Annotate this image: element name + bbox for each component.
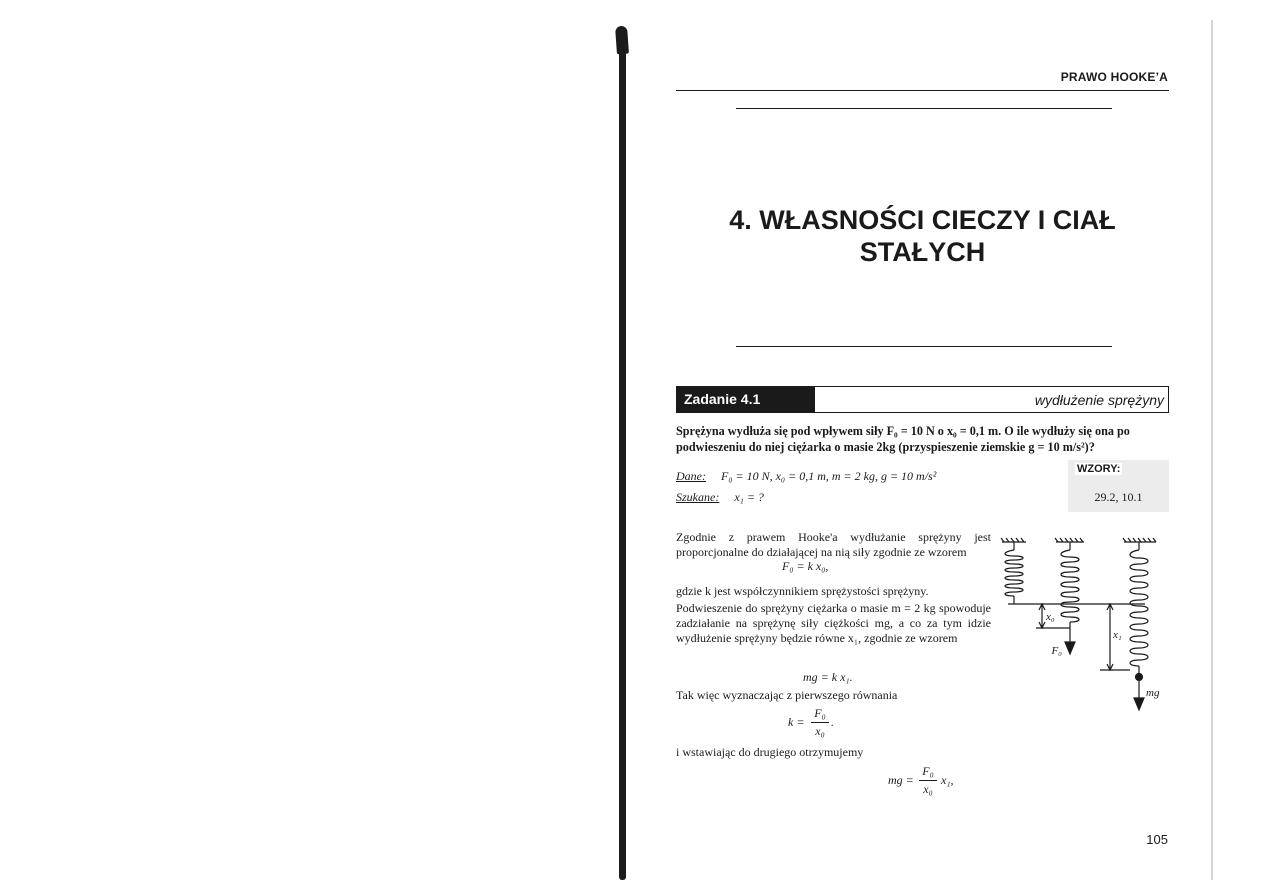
wanted-values: x₁ = ? xyxy=(734,490,764,504)
task-label: Zadanie 4.1 xyxy=(676,386,815,413)
page-number: 105 xyxy=(1146,832,1168,847)
formulas-refs: 29.2, 10.1 xyxy=(1094,490,1143,504)
chapter-title-line-2: STAŁYCH xyxy=(859,237,986,267)
equation-k-tail: . xyxy=(831,715,834,729)
book-spine xyxy=(619,30,626,880)
formulas-title: WZORY: xyxy=(1077,463,1121,475)
task-topic: wydłużenie sprężyny xyxy=(1034,392,1164,408)
equation-hooke: F₀ = k x₀, xyxy=(782,559,829,573)
equation-weight: mg = k x₁. xyxy=(803,670,853,684)
spring-diagram xyxy=(1000,530,1170,720)
given-label: Dane: xyxy=(676,469,706,483)
chapter-rule-top xyxy=(736,108,1112,109)
equation-result-tail: x₁, xyxy=(941,773,954,787)
page-edge xyxy=(1211,20,1213,880)
equation-k-numerator: F₀ xyxy=(814,706,826,720)
equation-k-lhs: k = xyxy=(788,715,805,729)
spring-force xyxy=(1055,538,1084,654)
running-head: PRAWO HOOKE’A xyxy=(1060,70,1168,84)
solution-paragraph-3: Podwieszenie do sprężyny ciężarka o masie m = 2 kg spowoduje zadziałanie na sprężynę siły ciężkości mg, a co za tym idzie wydłużenie sprężyny będzie równe x₁, zgodnie ze wzorem xyxy=(676,601,991,645)
spring-loaded xyxy=(1123,538,1156,710)
equation-k-fraction-bar xyxy=(811,722,829,723)
problem-line-2: podwieszeniu do niej ciężarka o masie 2kg (przyspieszenie ziemskie g = 10 m/s²)? xyxy=(676,440,1095,454)
solution-paragraph-4: Tak więc wyznaczając z pierwszego równania xyxy=(676,688,898,702)
equation-result-fraction-bar xyxy=(919,780,937,781)
label-x0: x₀ xyxy=(1046,611,1055,623)
solution-paragraph-5: i wstawiając do drugiego otrzymujemy xyxy=(676,745,864,759)
wanted-label: Szukane: xyxy=(676,490,720,504)
wanted-data xyxy=(676,490,764,504)
chapter-title xyxy=(676,204,1169,268)
header-rule xyxy=(676,90,1169,91)
problem-line-1: Sprężyna wydłuża się pod wpływem siły F₀ = 10 N o x₀ = 0,1 m. O ile wydłuży się ona po xyxy=(676,424,1130,438)
solution-paragraph-2: gdzie k jest współczynnikiem sprężystości sprężyny. xyxy=(676,584,929,598)
spring-unloaded xyxy=(1001,538,1026,604)
problem-statement xyxy=(676,423,1171,455)
chapter-rule-bottom xyxy=(736,346,1112,347)
equation-result-denominator: x₀ xyxy=(923,782,933,796)
equation-result-lhs: mg = xyxy=(888,773,914,787)
label-mg: mg xyxy=(1146,687,1160,699)
solution-paragraph-1: Zgodnie z prawem Hooke'a wydłużanie sprężyny jest proporcjonalne do działającej na nią siły zgodnie ze wzorem xyxy=(676,530,991,559)
given-data xyxy=(676,469,936,483)
label-x1: x₁ xyxy=(1113,629,1122,641)
label-F0: F₀ xyxy=(1051,645,1062,657)
equation-k-denominator: x₀ xyxy=(815,724,825,738)
chapter-title-line-1: 4. WŁASNOŚCI CIECZY I CIAŁ xyxy=(729,205,1116,235)
equation-result-numerator: F₀ xyxy=(922,764,934,778)
given-values: F₀ = 10 N, x₀ = 0,1 m, m = 2 kg, g = 10 m/s² xyxy=(721,469,937,483)
